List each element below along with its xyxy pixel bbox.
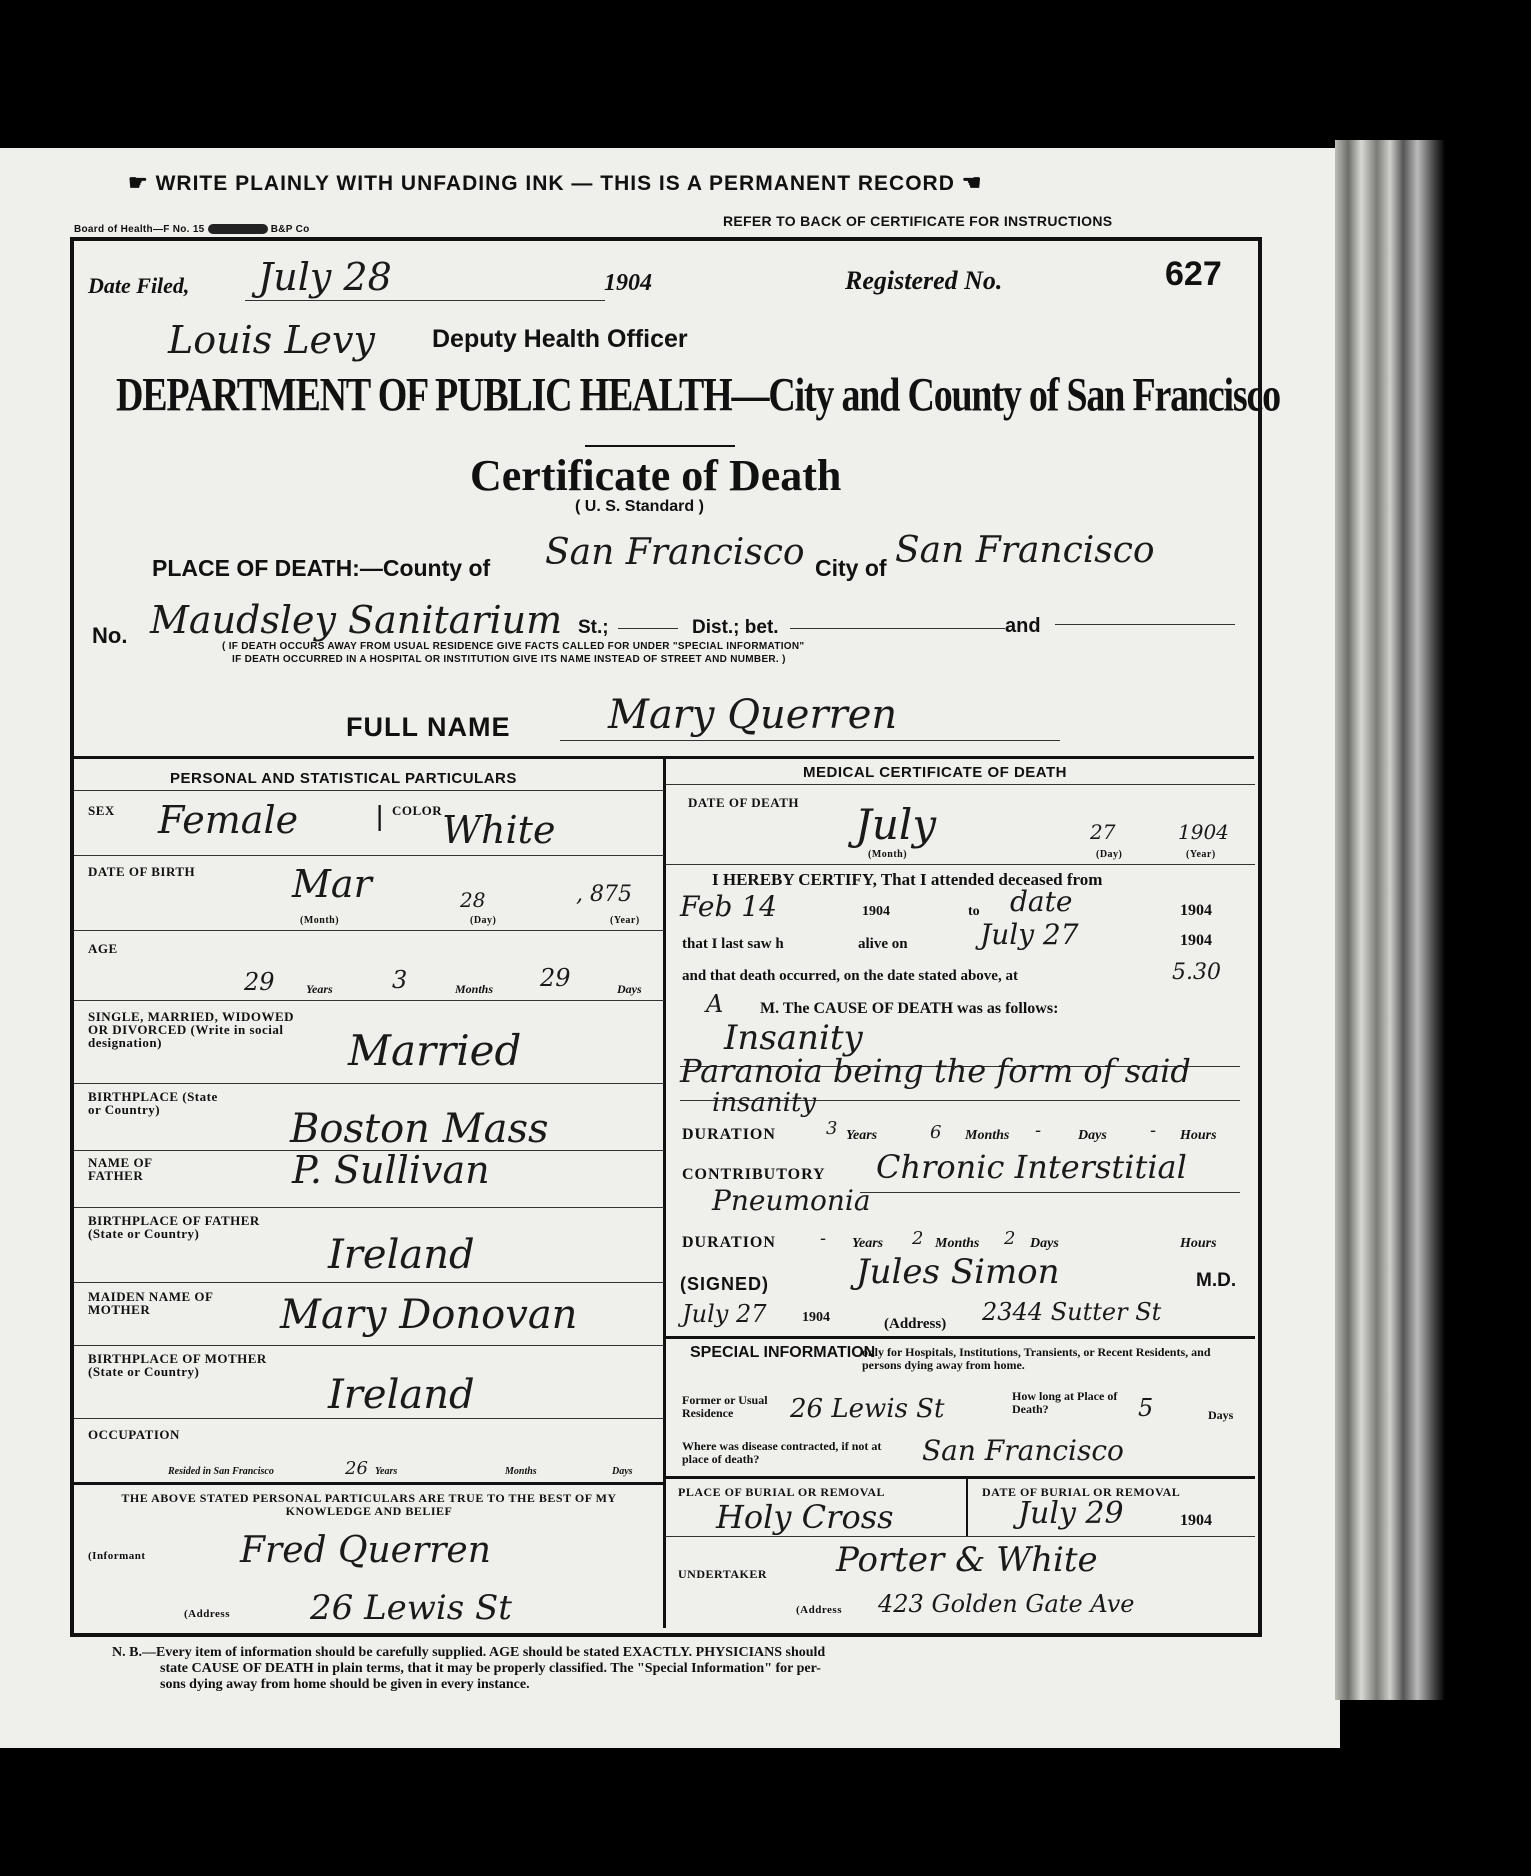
duration-months-unit: Months — [965, 1128, 1010, 1143]
color-value: White — [442, 808, 556, 852]
disease-contracted-label: Where was disease contracted, if not at place of death? — [682, 1439, 882, 1466]
burial-year: 1904 — [1180, 1512, 1212, 1529]
date-filed-value: July 28 — [258, 255, 392, 299]
age-years-unit: Years — [306, 982, 333, 996]
cause-line-3: insanity — [712, 1088, 817, 1118]
resided-days-unit: Days — [612, 1466, 633, 1477]
footnote-line-2: state CAUSE OF DEATH in plain terms, that it may be properly classified. The "Special Information" for per- — [160, 1661, 821, 1676]
full-name-value: Mary Querren — [608, 692, 898, 738]
how-long-label: How long at Place of Death? — [1012, 1389, 1118, 1416]
sex-color-separator: | — [376, 800, 384, 831]
mother-name-label: MAIDEN NAME OF MOTHER — [88, 1289, 213, 1317]
dob-year: , 875 — [576, 882, 632, 907]
city-label: City of — [815, 555, 887, 581]
attended-from-date: Feb 14 — [680, 890, 777, 923]
attended-to-year: 1904 — [1180, 902, 1212, 919]
burial-date-value: July 29 — [1018, 1496, 1124, 1531]
duration-2-days-unit: Days — [1030, 1236, 1059, 1251]
father-birthplace-label: BIRTHPLACE OF FATHER (State or Country) — [88, 1213, 260, 1241]
how-long-unit: Days — [1208, 1408, 1234, 1422]
physician-signature: Jules Simon — [856, 1252, 1060, 1292]
resided-label: Resided in San Francisco — [168, 1466, 274, 1477]
burial-date-label: DATE OF BURIAL OR REMOVAL — [982, 1485, 1181, 1499]
informant-address-value: 26 Lewis St — [310, 1588, 512, 1628]
duration-label: DURATION — [682, 1126, 776, 1143]
father-name-label: NAME OF FATHER — [88, 1155, 153, 1183]
certificate-subtitle: ( U. S. Standard ) — [575, 498, 704, 515]
banner-text: WRITE PLAINLY WITH UNFADING INK — THIS IS A PERMANENT RECORD — [155, 172, 955, 195]
alive-on-label: alive on — [858, 936, 908, 952]
last-saw-label: that I last saw h — [682, 936, 784, 952]
dod-month-caption: (Month) — [868, 849, 908, 860]
registered-number: 627 — [1165, 255, 1222, 293]
and-label: and — [1005, 615, 1041, 637]
birthplace-label: BIRTHPLACE (State or Country) — [88, 1089, 218, 1117]
physician-address-value: 2344 Sutter St — [982, 1298, 1162, 1326]
personal-attest-rule — [74, 1482, 664, 1485]
date-of-death-month: July — [855, 800, 937, 849]
informant-value: Fred Querren — [240, 1530, 491, 1571]
cause-line-1: Insanity — [724, 1018, 863, 1058]
mother-name-value: Mary Donovan — [280, 1292, 578, 1338]
burial-place-value: Holy Cross — [716, 1498, 894, 1536]
signed-year: 1904 — [802, 1310, 830, 1325]
medical-heading: MEDICAL CERTIFICATE OF DEATH — [803, 764, 1067, 781]
age-days: 29 — [540, 964, 571, 992]
duration-2-label: DURATION — [682, 1234, 776, 1251]
undertaker-address-label: (Address — [796, 1604, 842, 1616]
pointing-hand-left-icon: ☛ — [128, 170, 149, 195]
officer-signature: Louis Levy — [168, 318, 375, 362]
undertaker-label: UNDERTAKER — [678, 1567, 768, 1581]
occupation-label: OCCUPATION — [88, 1427, 180, 1442]
seal-icon — [208, 224, 268, 234]
father-birthplace-value: Ireland — [328, 1232, 475, 1278]
form-no: Board of Health—F No. 15 — [74, 224, 205, 235]
banner — [128, 170, 982, 196]
street-number-value: Maudsley Sanitarium — [150, 598, 563, 642]
duration-2-hours-unit: Hours — [1180, 1236, 1217, 1251]
duration-months: 6 — [930, 1122, 942, 1143]
date-of-death-year: 1904 — [1178, 820, 1229, 844]
contributory-line-1: Chronic Interstitial — [876, 1148, 1187, 1186]
md-label: M.D. — [1196, 1270, 1237, 1291]
age-months: 3 — [392, 966, 408, 994]
personal-heading: PERSONAL AND STATISTICAL PARTICULARS — [170, 770, 517, 787]
place-note-1: ( IF DEATH OCCURS AWAY FROM USUAL RESIDENCE GIVE FACTS CALLED FOR UNDER "SPECIAL INFORMATION" — [222, 641, 805, 652]
birthplace-value: Boston Mass — [290, 1106, 549, 1152]
disease-contracted-value: San Francisco — [922, 1434, 1124, 1467]
duration-2-years-unit: Years — [852, 1236, 884, 1251]
color-label: COLOR — [392, 803, 443, 818]
former-residence-label: Former or Usual Residence — [682, 1393, 768, 1420]
form-number — [74, 224, 310, 235]
dod-day-caption: (Day) — [1096, 849, 1123, 860]
undertaker-value: Porter & White — [836, 1540, 1098, 1580]
contributory-line-2: Pneumonia — [712, 1184, 871, 1217]
resided-years-unit: Years — [375, 1466, 398, 1477]
date-of-death-day: 27 — [1090, 820, 1116, 844]
certify-statement: I HEREBY CERTIFY, That I attended deceased from — [712, 870, 1103, 889]
street-number-label: No. — [92, 623, 128, 648]
cause-of-death-label: M. The CAUSE OF DEATH was as follows: — [760, 1000, 1059, 1017]
burial-top-rule — [665, 1476, 1255, 1479]
attended-from-year: 1904 — [862, 904, 890, 919]
informant-address-label: (Address — [184, 1608, 230, 1620]
district-label: Dist.; bet. — [692, 617, 779, 638]
father-name-value: P. Sullivan — [292, 1148, 490, 1192]
age-label: AGE — [88, 941, 118, 956]
marital-label: SINGLE, MARRIED, WIDOWED OR DIVORCED (Write in social designation) — [88, 1009, 295, 1050]
mother-birthplace-value: Ireland — [328, 1372, 475, 1418]
footnote-line-1: N. B.—Every item of information should be carefully supplied. AGE should be stated EXACTLY. PHYSICIANS should — [112, 1645, 826, 1660]
dod-year-caption: (Year) — [1186, 849, 1216, 860]
last-saw-date: July 27 — [980, 918, 1079, 951]
age-months-unit: Months — [455, 982, 494, 996]
form-frame — [70, 237, 1262, 1637]
special-heading: SPECIAL INFORMATION — [690, 1344, 876, 1361]
date-of-death-label: DATE OF DEATH — [688, 795, 799, 810]
duration-hours-unit: Hours — [1180, 1128, 1217, 1143]
duration-years: 3 — [826, 1118, 838, 1139]
attended-to-label: to — [968, 904, 980, 919]
undertaker-address-value: 423 Golden Gate Ave — [878, 1590, 1135, 1618]
duration-hours: - — [1150, 1120, 1157, 1141]
contributory-label: CONTRIBUTORY — [682, 1166, 826, 1183]
signed-label: (SIGNED) — [680, 1274, 769, 1294]
column-divider — [663, 756, 666, 1628]
special-top-rule — [665, 1336, 1255, 1339]
duration-2-days: 2 — [1004, 1228, 1016, 1249]
how-long-value: 5 — [1138, 1394, 1154, 1422]
heading-rule — [585, 445, 735, 447]
place-note-2: IF DEATH OCCURRED IN A HOSPITAL OR INSTITUTION GIVE ITS NAME INSTEAD OF STREET AND NUMBER. ) — [232, 654, 786, 665]
duration-2-months: 2 — [912, 1228, 924, 1249]
informant-label: (Informant — [88, 1550, 146, 1562]
officer-title: Deputy Health Officer — [432, 325, 688, 353]
sex-value: Female — [158, 798, 299, 842]
resided-months-unit: Months — [505, 1466, 537, 1477]
resided-years: 26 — [345, 1458, 368, 1479]
burial-place-label: PLACE OF BURIAL OR REMOVAL — [678, 1485, 886, 1499]
signed-date: July 27 — [682, 1300, 767, 1328]
duration-2-years: - — [820, 1228, 827, 1249]
age-years: 29 — [244, 968, 275, 996]
physician-address-label: (Address) — [884, 1316, 947, 1332]
street-label: St.; — [578, 617, 609, 638]
death-time-am: A — [706, 990, 724, 1018]
age-days-unit: Days — [617, 982, 642, 996]
last-saw-year: 1904 — [1180, 932, 1212, 949]
former-residence-value: 26 Lewis St — [790, 1394, 945, 1424]
attest-statement: THE ABOVE STATED PERSONAL PARTICULARS ARE TRUE TO THE BEST OF MY KNOWLEDGE AND BELIEF — [121, 1491, 617, 1518]
footnote-line-3: sons dying away from home should be given in every instance. — [160, 1677, 530, 1692]
duration-days: - — [1035, 1120, 1042, 1141]
footnote — [112, 1645, 825, 1693]
place-of-death-label: PLACE OF DEATH:—County of — [152, 555, 491, 581]
book-binding-edge — [1335, 140, 1445, 1700]
full-name-label: FULL NAME — [346, 712, 511, 742]
county-value: San Francisco — [545, 532, 805, 573]
dob-month: Mar — [292, 862, 372, 906]
department-heading: DEPARTMENT OF PUBLIC HEALTH—City and County of San Francisco — [116, 369, 1280, 422]
marital-value: Married — [348, 1026, 522, 1075]
city-value: San Francisco — [895, 530, 1155, 571]
death-occurred-label: and that death occurred, on the date stated above, at — [682, 968, 1018, 984]
registered-label: Registered No. — [845, 266, 1003, 295]
dob-label: DATE OF BIRTH — [88, 864, 196, 879]
mother-birthplace-label: BIRTHPLACE OF MOTHER (State or Country) — [88, 1351, 267, 1379]
attended-to-date: date — [1010, 885, 1073, 918]
burial-divider — [966, 1476, 968, 1536]
special-heading-rest: only for Hospitals, Institutions, Transients, or Recent Residents, and persons dying away from home. — [862, 1345, 1211, 1372]
date-filed-label: Date Filed, — [88, 273, 190, 298]
dob-year-caption: (Year) — [610, 915, 640, 926]
dob-day: 28 — [460, 888, 486, 912]
date-filed-year: 1904 — [604, 270, 652, 296]
pointing-hand-right-icon: ☚ — [961, 170, 983, 195]
duration-years-unit: Years — [846, 1128, 878, 1143]
duration-days-unit: Days — [1078, 1128, 1107, 1143]
sex-label: SEX — [88, 803, 115, 818]
certificate-title: Certificate of Death — [470, 451, 842, 500]
cause-line-2: Paranoia being the form of said — [680, 1052, 1191, 1090]
refer-instructions: REFER TO BACK OF CERTIFICATE FOR INSTRUCTIONS — [723, 213, 1113, 229]
death-time: 5.30 — [1172, 960, 1221, 985]
dob-month-caption: (Month) — [300, 915, 340, 926]
printer: B&P Co — [270, 224, 310, 235]
duration-2-months-unit: Months — [935, 1236, 980, 1251]
dob-day-caption: (Day) — [470, 915, 497, 926]
